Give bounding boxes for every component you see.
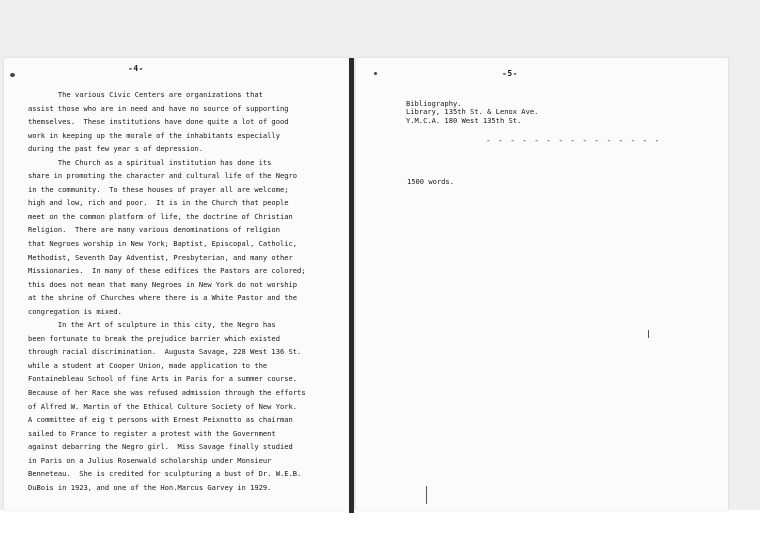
text-line: assist those who are in need and have no source of supporting xyxy=(28,103,289,113)
bibliography-entry: Library, 135th St. & Lenox Ave. xyxy=(406,107,539,117)
text-line: In the Art of sculpture in this city, the Negro has xyxy=(28,320,276,330)
scan-speck xyxy=(10,73,15,77)
text-line: Fontainebleau School of fine Arts in Paris for a summer course. xyxy=(28,374,298,384)
scan-speck xyxy=(374,72,377,75)
page-body-text xyxy=(28,88,350,494)
text-line: Missionaries. In many of these edifices the Pastors are colored; xyxy=(28,266,306,276)
text-line: through racial discrimination. Augusta Savage, 228 West 136 St. xyxy=(28,347,302,357)
text-line: that Negroes worship in New York; Baptist, Episcopal, Catholic, xyxy=(28,239,298,249)
page-number: -5- xyxy=(502,69,518,78)
text-line: A committee of eig t persons with Ernest Peixnotto as chairman xyxy=(28,415,293,425)
text-line: The various Civic Centers are organizations that xyxy=(28,90,263,99)
text-line: against debarring the Negro girl. Miss Savage finally studied xyxy=(28,442,293,452)
text-line: of Alfred W. Martin of the Ethical Culture Society of New York. xyxy=(28,401,298,411)
word-count: 1500 words. xyxy=(407,177,454,186)
bibliography-heading: Bibliography. xyxy=(406,99,462,108)
text-line: sailed to France to register a protest with the Government xyxy=(28,428,276,438)
text-line: high and low, rich and poor. It is in the Church that people xyxy=(28,198,289,208)
text-line: share in promoting the character and cultural life of the Negro xyxy=(28,171,298,181)
text-line: themselves. These institutions have done quite a lot of good xyxy=(28,117,289,127)
text-line: Because of her Race she was refused admission through the efforts xyxy=(28,388,306,398)
text-line: work in keeping up the morale of the inhabitants especially xyxy=(28,130,280,140)
text-line: while a student at Cooper Union, made application to the xyxy=(28,360,268,370)
text-line: Methodist, Seventh Day Adventist, Presbyterian, and many other xyxy=(28,252,293,262)
page-gutter xyxy=(349,58,354,513)
text-line: been fortunate to break the prejudice barrier which existed xyxy=(28,333,280,343)
text-line: at the shrine of Churches where there is a White Pastor and the xyxy=(28,293,298,303)
page-number: -4- xyxy=(128,64,144,73)
bottom-margin xyxy=(0,510,760,554)
text-line: The Church as a spiritual institution has done its xyxy=(28,157,272,167)
scan-mark xyxy=(648,330,649,338)
text-line: this does not mean that many Negroes in New York do not worship xyxy=(28,279,298,289)
text-line: in Paris on a Julius Rosenwald scholarship under Monsieur xyxy=(28,455,272,465)
scan-mark xyxy=(426,486,427,504)
text-line: Benneteau. She is credited for sculpturing a bust of Dr. W.E.B. xyxy=(28,469,302,479)
text-line: during the past few year s of depression. xyxy=(28,144,204,154)
document-page-4 xyxy=(4,58,352,510)
separator-line: - - - - - - - - - - - - - - - xyxy=(486,136,661,145)
document-page-5 xyxy=(356,58,728,510)
text-line: Religion. There are many various denominations of religion xyxy=(28,225,280,235)
text-line: in the community. To these houses of prayer all are welcome; xyxy=(28,184,289,194)
text-line: DuBois in 1923, and one of the Hon.Marcus Garvey in 1929. xyxy=(28,482,272,492)
bibliography-block xyxy=(406,100,538,125)
bibliography-entry: Y.M.C.A. 180 West 135th St. xyxy=(406,115,522,125)
text-line: congregation is mixed. xyxy=(28,306,122,316)
text-line: meet on the common platform of life, the doctrine of Christian xyxy=(28,211,293,221)
